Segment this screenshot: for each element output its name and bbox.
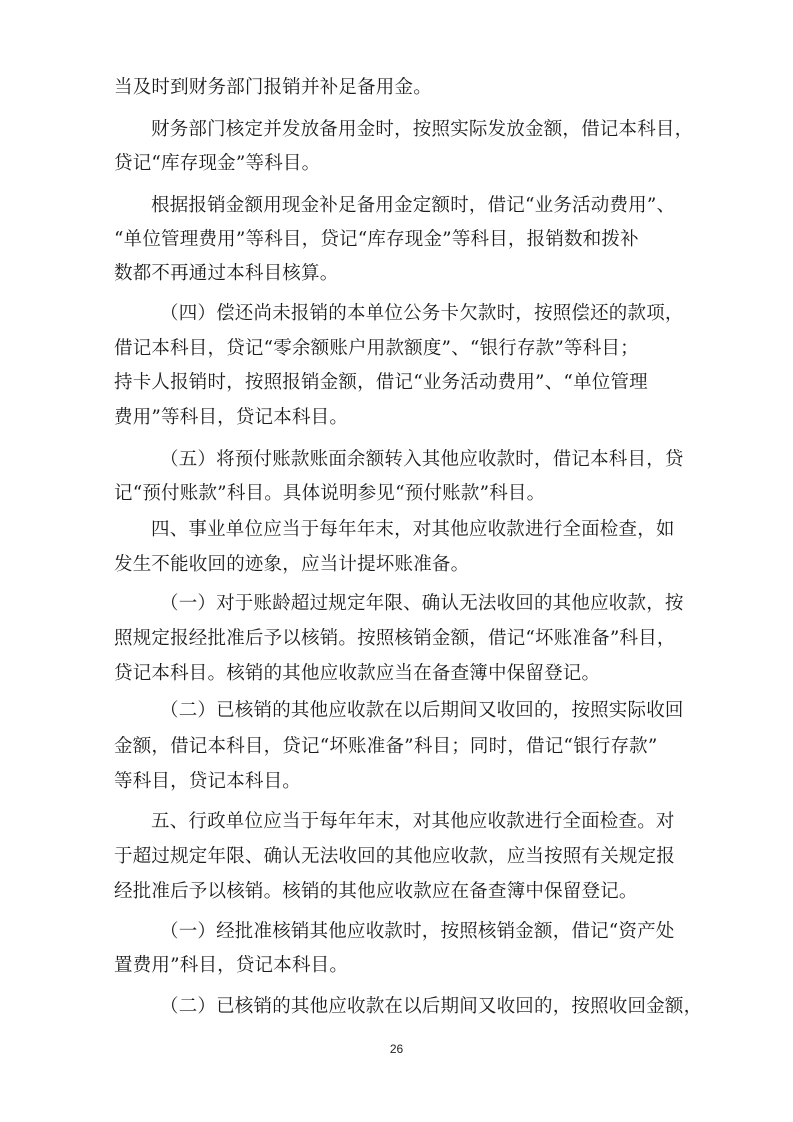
text-line: “单位管理费用”等科目，贷记“库存现金”等科目，报销数和拨补 [114,229,639,250]
text-line: （五）将预付账款账面余额转入其他应收款时，借记本科目，贷 [160,449,684,470]
text-line: 持卡人报销时，按照报销金额，借记“业务活动费用”、“单位管理 [114,372,648,393]
text-line: 等科目，贷记本科目。 [114,771,302,792]
text-line: （二）已核销的其他应收款在以后期间又收回的，按照实际收回 [160,700,684,721]
text-line: 金额，借记本科目，贷记“坏账准备”科目；同时，借记“银行存款” [114,736,658,757]
text-line: 于超过规定年限、确认无法收回的其他应收款，应当按照有关规定报 [114,846,676,867]
text-line: 记“预付账款”科目。具体说明参见“预付账款”科目。 [114,483,546,504]
page-number: 26 [389,1042,404,1056]
text-line: 经批准后予以核销。核销的其他应收款应在备查簿中保留登记。 [114,881,638,902]
text-line: 贷记本科目。核销的其他应收款应当在备查簿中保留登记。 [114,663,601,684]
text-line: （四）偿还尚未报销的本单位公务卡欠款时，按照偿还的款项， [160,303,684,324]
text-line: 当及时到财务部门报销并补足备用金。 [114,77,432,98]
text-line: （二）已核销的其他应收款在以后期间又收回的，按照收回金额， [160,996,703,1017]
text-line: 费用”等科目，贷记本科目。 [114,407,349,428]
text-line: 照规定报经批准后予以核销。按照核销金额，借记“坏账准备”科目， [114,628,676,649]
text-line: 五、行政单位应当于每年年末，对其他应收款进行全面检查。对 [151,811,675,832]
text-line: 借记本科目，贷记“零余额账户用款额度”、“银行存款”等科目； [114,338,639,359]
text-line: 财务部门核定并发放备用金时，按照实际发放金额，借记本科目， [151,119,694,140]
text-line: 发生不能收回的迹象，应当计提坏账准备。 [114,554,470,575]
text-line: 根据报销金额用现金补足备用金定额时，借记“业务活动费用”、 [151,195,676,216]
text-line: （一）对于账龄超过规定年限、确认无法收回的其他应收款，按 [160,593,684,614]
text-line: 贷记“库存现金”等科目。 [114,153,321,174]
text-line: 置费用”科目，贷记本科目。 [114,955,349,976]
text-line: （一）经批准核销其他应收款时，按照核销金额，借记“资产处 [160,921,675,942]
text-line: 四、事业单位应当于每年年末，对其他应收款进行全面检查，如 [151,519,675,540]
text-line: 数都不再通过本科目核算。 [114,263,339,284]
